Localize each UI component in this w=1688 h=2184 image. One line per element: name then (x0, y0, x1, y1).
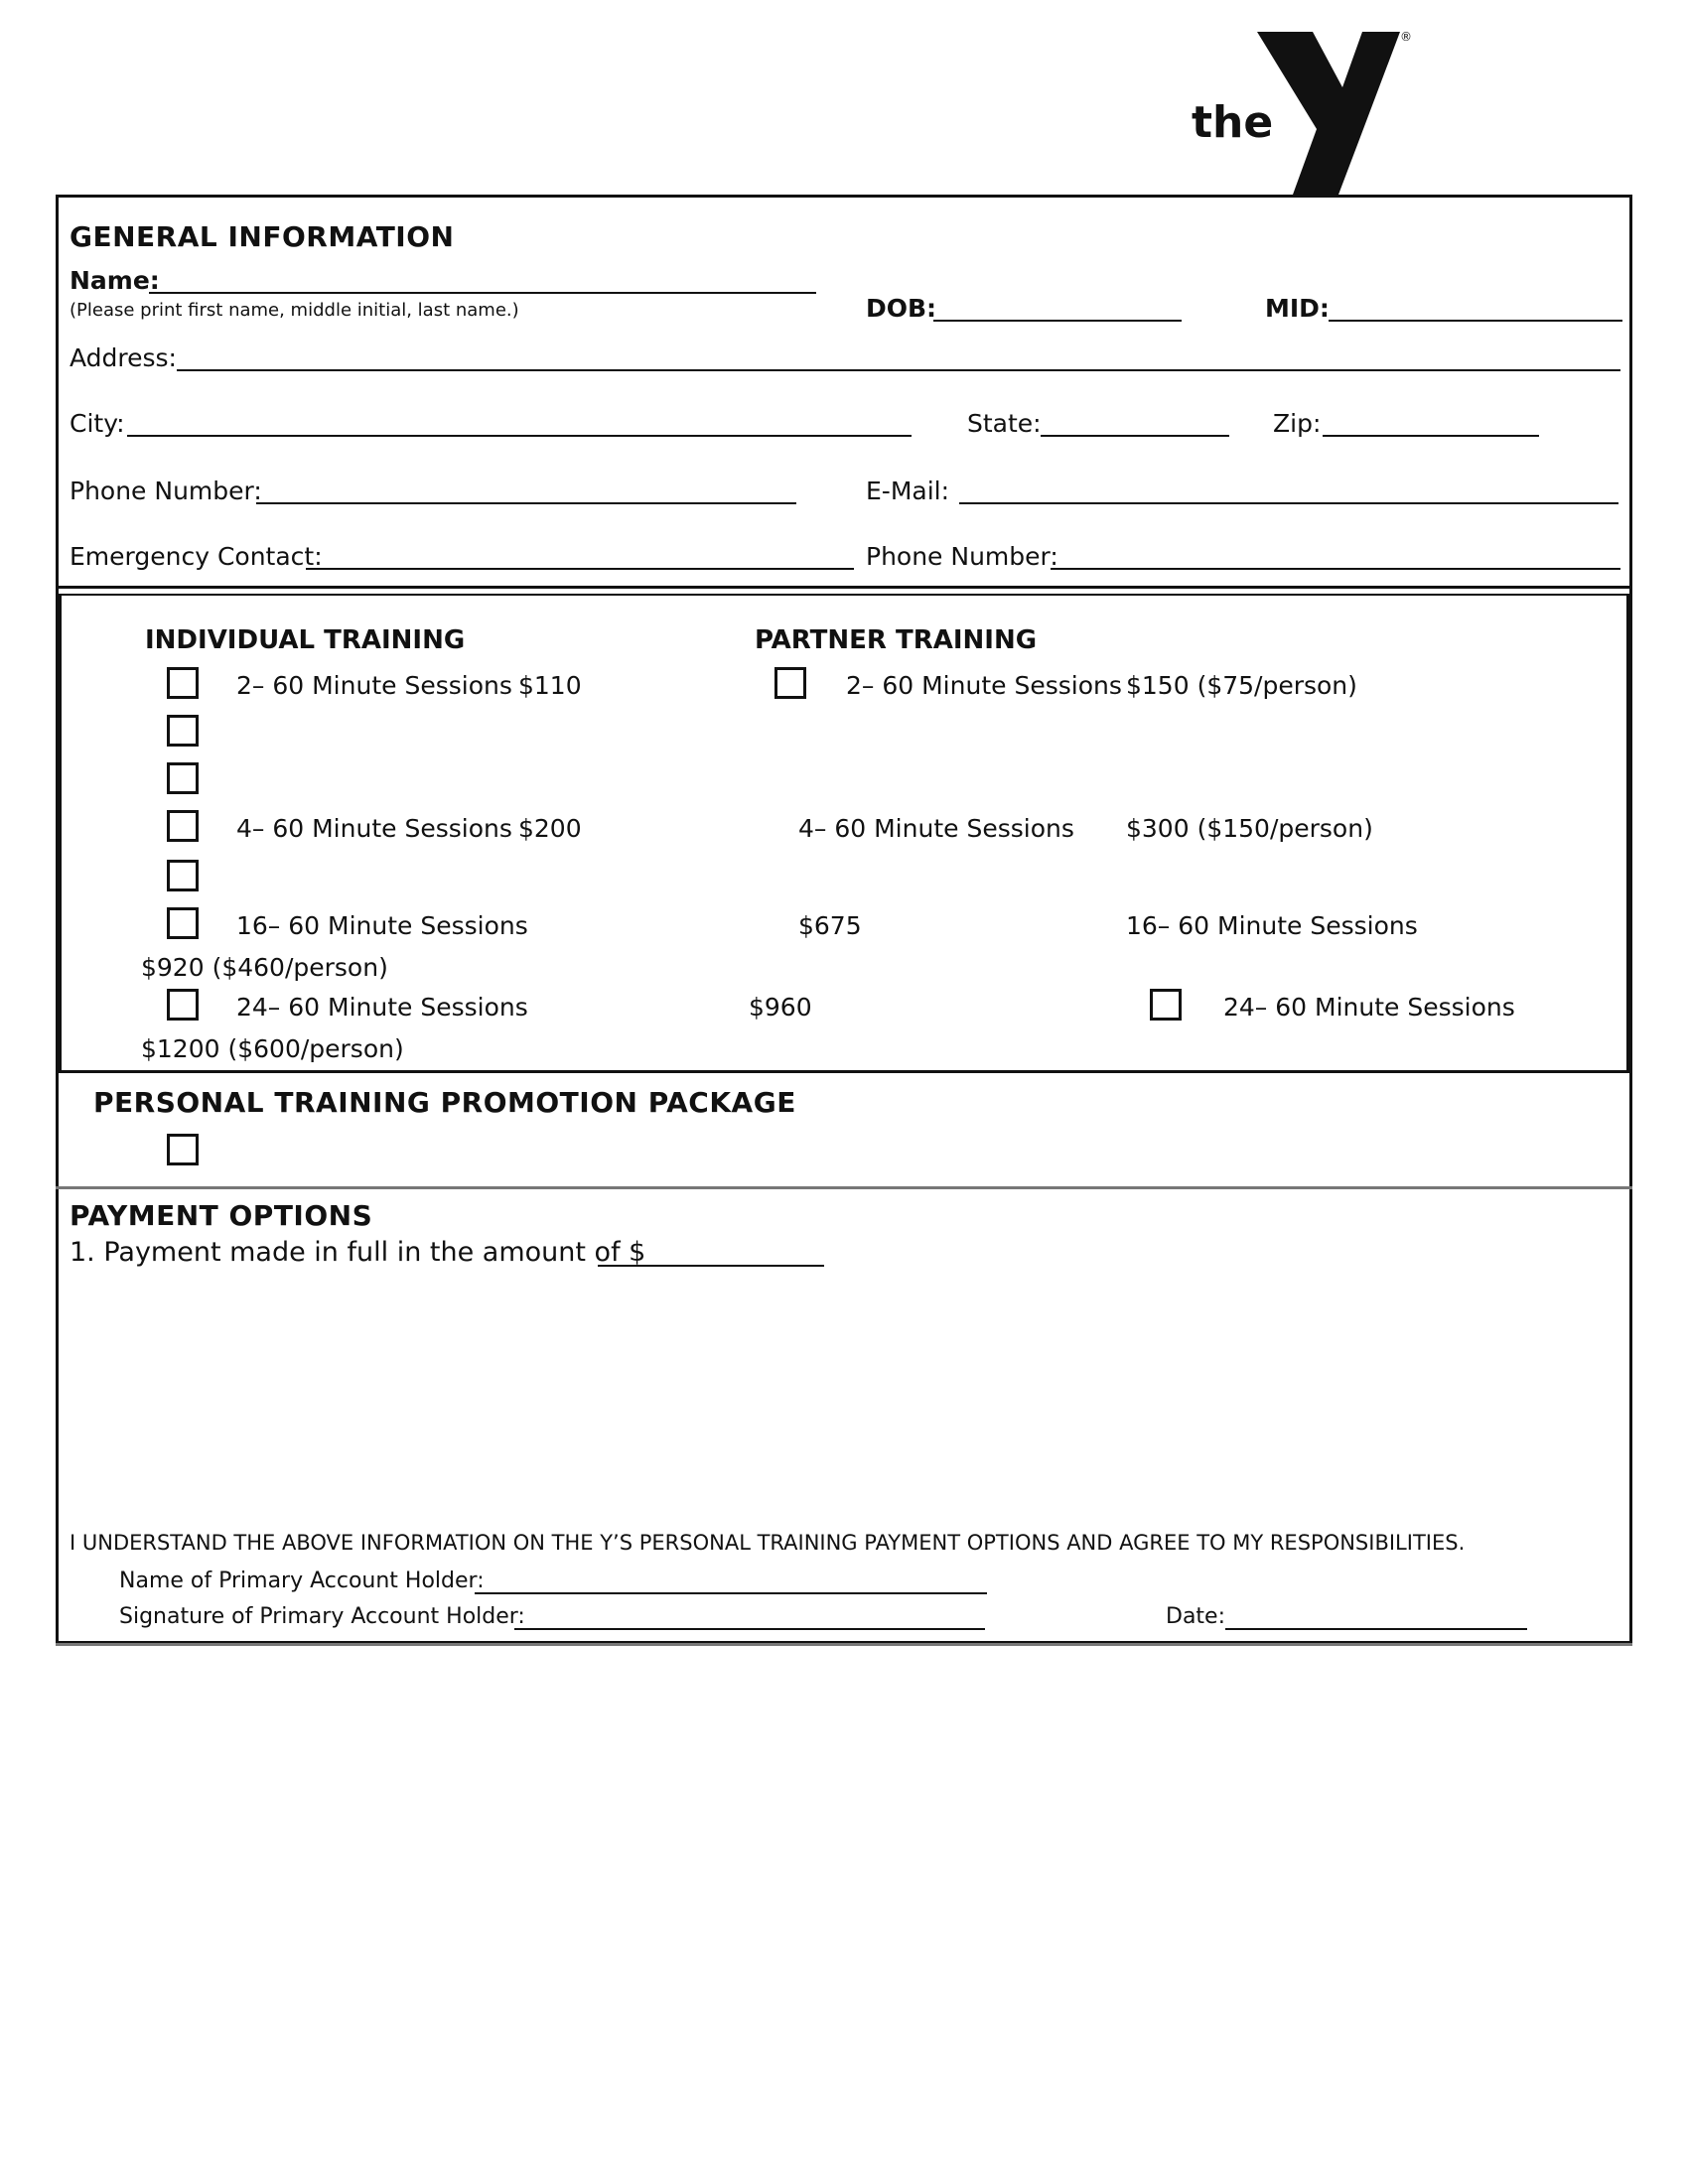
registered-mark: ® (1400, 30, 1412, 44)
training-left-border (59, 596, 62, 1072)
mid-field[interactable] (1329, 294, 1622, 322)
ind-24-sessions: 24– 60 Minute Sessions (236, 993, 528, 1022)
state-label: State: (967, 409, 1042, 438)
ymca-logo (1192, 28, 1410, 197)
partner-2-price: $150 ($75/person) (1126, 671, 1357, 700)
partner-training-heading: PARTNER TRAINING (755, 625, 1038, 655)
logo-word: the (1192, 97, 1274, 148)
ind-4-price: $200 (518, 814, 582, 843)
partner-4-price: $300 ($150/person) (1126, 814, 1373, 843)
address-label: Address: (70, 343, 177, 372)
general-section-bottom-rule (56, 586, 1632, 589)
state-field[interactable] (1041, 409, 1229, 437)
ind-2-sessions: 2– 60 Minute Sessions (236, 671, 512, 700)
emergency-phone-label: Phone Number: (866, 542, 1058, 571)
payment-option-1: 1. Payment made in full in the amount of $ (70, 1237, 646, 1268)
payment-heading: PAYMENT OPTIONS (70, 1199, 373, 1232)
address-field[interactable] (177, 343, 1620, 371)
city-field[interactable] (127, 409, 912, 437)
emergency-contact-label: Emergency Contact: (70, 542, 323, 571)
partner-24-price: $1200 ($600/person) (141, 1034, 404, 1063)
form-bottom-rule (56, 1643, 1632, 1646)
checkbox-promotion[interactable] (167, 1134, 199, 1165)
partner-24-sessions: 24– 60 Minute Sessions (1223, 993, 1515, 1022)
partner-16-price: $920 ($460/person) (141, 953, 388, 982)
ind-2-price: $110 (518, 671, 582, 700)
partner-2-sessions: 2– 60 Minute Sessions (846, 671, 1122, 700)
checkbox-ind-24[interactable] (167, 989, 199, 1021)
checkbox-ind-2[interactable] (167, 667, 199, 699)
checkbox-ind-4[interactable] (167, 810, 199, 842)
city-label: City: (70, 409, 125, 438)
name-label: Name: (70, 266, 160, 295)
checkbox-partner-2[interactable] (774, 667, 806, 699)
date-label: Date: (1166, 1604, 1225, 1629)
signature-field[interactable] (514, 1604, 985, 1630)
dob-label: DOB: (866, 294, 937, 323)
emergency-contact-field[interactable] (306, 542, 854, 570)
zip-field[interactable] (1323, 409, 1539, 437)
partner-16-sessions: 16– 60 Minute Sessions (1126, 911, 1418, 940)
agreement-statement: I UNDERSTAND THE ABOVE INFORMATION ON THE Y’S PERSONAL TRAINING PAYMENT OPTIONS AND AGREE TO MY RESPONSIBILITIES. (70, 1531, 1466, 1555)
svg-text:YMCA: YMCA (1353, 149, 1387, 193)
general-heading: GENERAL INFORMATION (70, 220, 455, 253)
phone-label: Phone Number: (70, 477, 262, 505)
partner-4-sessions: 4– 60 Minute Sessions (798, 814, 1074, 843)
signature-label: Signature of Primary Account Holder: (119, 1604, 525, 1629)
training-section-bottom-rule (56, 1070, 1632, 1073)
individual-training-heading: INDIVIDUAL TRAINING (145, 625, 466, 655)
general-section-bottom-rule-2 (56, 594, 1632, 596)
checkbox-extra-3[interactable] (167, 860, 199, 891)
name-hint: (Please print first name, middle initial, last name.) (70, 300, 519, 321)
ind-16-price: $675 (798, 911, 862, 940)
phone-field[interactable] (256, 477, 796, 504)
checkbox-ind-16[interactable] (167, 907, 199, 939)
date-field[interactable] (1225, 1604, 1527, 1630)
dob-field[interactable] (933, 294, 1182, 322)
ind-24-price: $960 (749, 993, 812, 1022)
payment-amount-field[interactable] (598, 1239, 824, 1267)
ind-16-sessions: 16– 60 Minute Sessions (236, 911, 528, 940)
holder-name-field[interactable] (475, 1569, 987, 1594)
ind-4-sessions: 4– 60 Minute Sessions (236, 814, 512, 843)
training-right-border (1626, 596, 1629, 1072)
name-field[interactable] (149, 266, 816, 294)
mid-label: MID: (1265, 294, 1330, 323)
email-field[interactable] (959, 477, 1618, 504)
checkbox-extra-2[interactable] (167, 762, 199, 794)
email-label: E-Mail: (866, 477, 950, 505)
promotion-section-bottom-rule (56, 1186, 1632, 1189)
zip-label: Zip: (1273, 409, 1322, 438)
ymca-y-mark (1251, 28, 1400, 197)
holder-name-label: Name of Primary Account Holder: (119, 1569, 485, 1593)
checkbox-partner-24[interactable] (1150, 989, 1182, 1021)
emergency-phone-field[interactable] (1051, 542, 1620, 570)
checkbox-extra-1[interactable] (167, 715, 199, 747)
promotion-heading: PERSONAL TRAINING PROMOTION PACKAGE (93, 1086, 796, 1119)
